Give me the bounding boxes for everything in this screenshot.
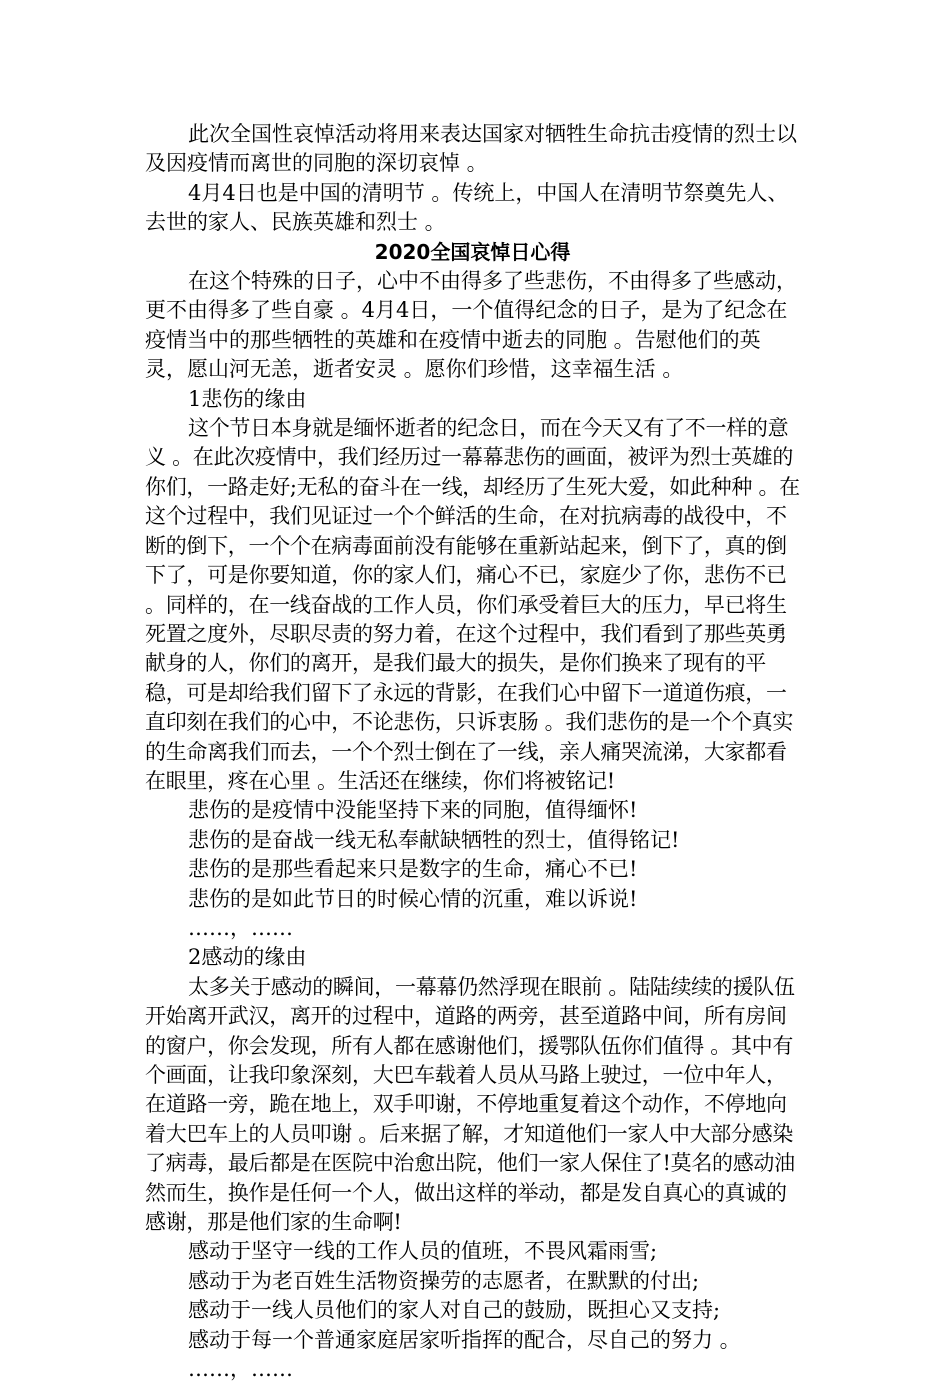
intro-paragraph-2: 4月4日也是中国的清明节 。传统上，中国人在清明节祭奠先人、去世的家人、民族英雄和烈士 。 [145,180,789,235]
section-1-line: 悲伤的是那些看起来只是数字的生命，痛心不已! [188,857,638,882]
section-1-heading: 1悲伤的缘由 [188,386,307,411]
document-body [145,120,800,1384]
intro-paragraph-1: 此次全国性哀悼活动将用来表达国家对牺牲生命抗击疫情的烈士以及因疫情而离世的同胞的深切哀悼 。 [145,122,797,176]
document-title: 2020全国哀悼日心得 [374,239,571,264]
section-1-line: 悲伤的是疫情中没能坚持下来的同胞，值得缅怀! [188,798,638,823]
section-2-line: 感动于为老百姓生活物资操劳的志愿者，在默默的付出; [188,1268,700,1293]
section-2-body: 太多关于感动的瞬间，一幕幕仍然浮现在眼前 。陆陆续续的援队伍开始离开武汉，离开的过程中，道路的两旁，甚至道路中间，所有房间的窗户，你会发现，所有人都在感谢他们，援鄂队伍你们值得 。其中有个画面，让我印象深刻，大巴车载着人员从马路上驶过，一位中年人，在道路一旁，跪在地上，双手叩谢，不停地重复着这个动作，不停地向着大巴车上的人员叩谢 。后来据了解，才知道他们一家人中大部分感染了病毒，最后都是在医院中治愈出院，他们一家人保住了!莫名的感动油然而生，换作是任何一个人，做出这样的举动，都是发自真心的真诚的感谢，那是他们家的生命啊! [145,974,795,1235]
section-2-heading: 2感动的缘由 [188,945,307,970]
opening-paragraph: 在这个特殊的日子，心中不由得多了些悲伤，不由得多了些感动，更不由得多了些自豪 。4月4日，一个值得纪念的日子，是为了纪念在疫情当中的那些牺牲的英雄和在疫情中逝去的同胞 。告慰他们的英灵，愿山河无恙，逝者安灵 。愿你们珍惜，这幸福生活 。 [145,269,797,382]
section-1-line: 悲伤的是奋战一线无私奉献缺牺牲的烈士，值得铭记! [188,827,680,852]
section-1-ellipsis: ……，…… [188,915,293,940]
section-2-ellipsis: ……，…… [188,1357,293,1382]
section-2-line: 感动于每一个普通家庭居家听指挥的配合，尽自己的努力 。 [188,1327,741,1352]
section-2-line: 感动于一线人员他们的家人对自己的鼓励，既担心又支持; [188,1298,721,1323]
section-1-body: 这个节日本身就是缅怀逝者的纪念日，而在今天又有了不一样的意义 。在此次疫情中，我们经历过一幕幕悲伤的画面，被评为烈士英雄的你们，一路走好;无私的奋斗在一线，却经历了生死大爱，如此种种 。在这个过程中，我们见证过一个个鲜活的生命，在对抗病毒的战役中，不断的倒下，一个个在病毒面前没有能够在重新站起来，倒下了，真的倒下了，可是你要知道，你的家人们，痛心不已，家庭少了你，悲伤不已 。同样的，在一线奋战的工作人员，你们承受着巨大的压力，早已将生死置之度外，尽职尽责的努力着，在这个过程中，我们看到了那些英勇献身的人，你们的离开，是我们最大的损失，是你们换来了现有的平稳，可是却给我们留下了永远的背影，在我们心中留下一道道伤痕，一直印刻在我们的心中，不论悲伤，只诉衷肠 。我们悲伤的是一个个真实的生命离我们而去，一个个烈士倒在了一线，亲人痛哭流涕，大家都看在眼里，疼在心里 。生活还在继续，你们将被铭记! [145,416,800,793]
section-2-line: 感动于坚守一线的工作人员的值班，不畏风霜雨雪; [188,1239,658,1264]
section-1-line: 悲伤的是如此节日的时候心情的沉重，难以诉说! [188,886,638,911]
